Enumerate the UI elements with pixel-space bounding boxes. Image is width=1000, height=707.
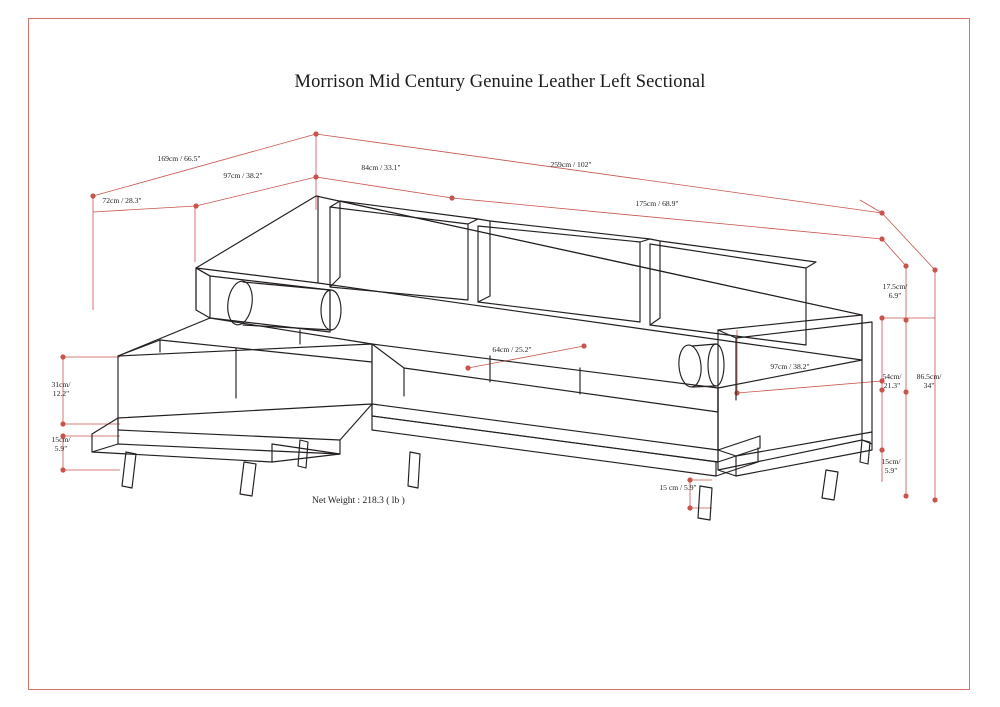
dimension-label-seat-height-back: [875, 373, 909, 390]
seat-height-back-line-1: 54cm/: [882, 372, 902, 381]
leg-height-left-line-1: 15cm/: [51, 435, 71, 444]
seat-height-left-line-2: 12.2": [52, 388, 70, 398]
dimension-label-sofa-width: 175cm / 68.9": [635, 199, 679, 208]
overall-height-line-1: 86.5cm/: [916, 372, 942, 381]
seat-height-back-line-2: 21.3": [883, 380, 901, 390]
page-title: Morrison Mid Century Genuine Leather Left Sectional: [294, 72, 706, 92]
dimension-label-overall-height: [909, 373, 949, 390]
dimension-label-arm-height: [876, 283, 914, 300]
dimension-label-overall-width: 259cm / 102": [550, 160, 592, 169]
dimension-label-leg-height-right: [874, 458, 908, 475]
leg-height-left-line-2: 5.9": [54, 443, 68, 453]
seat-height-left-line-1: 31cm/: [51, 380, 71, 389]
sofa-outline: [92, 196, 872, 520]
net-weight-label: Net Weight : 218.3 ( lb ): [312, 496, 405, 506]
arm-height-line-2: 6.9": [888, 290, 902, 300]
dimension-label-leg-height-front: 15 cm / 5.9": [659, 483, 697, 492]
dimension-label-chaise-width: 97cm / 38.2": [223, 171, 263, 180]
leg-height-right-line-2: 5.9": [884, 465, 898, 475]
dimension-label-overall-depth-left: 169cm / 66.5": [157, 154, 201, 163]
arm-height-line-1: 17.5cm/: [882, 282, 908, 291]
dimension-label-back-section: 84cm / 33.1": [361, 163, 401, 172]
dimension-label-seat-height-left: [43, 381, 79, 398]
dimension-label-seat-depth: 64cm / 25.2": [492, 345, 532, 354]
dimension-label-right-arm-depth: 97cm / 38.2": [770, 362, 810, 371]
dimension-label-chaise-depth: 72cm / 28.3": [102, 196, 142, 205]
leg-height-right-line-1: 15cm/: [881, 457, 901, 466]
overall-height-line-2: 34": [923, 380, 935, 390]
dimension-label-leg-height-left: [43, 436, 79, 453]
